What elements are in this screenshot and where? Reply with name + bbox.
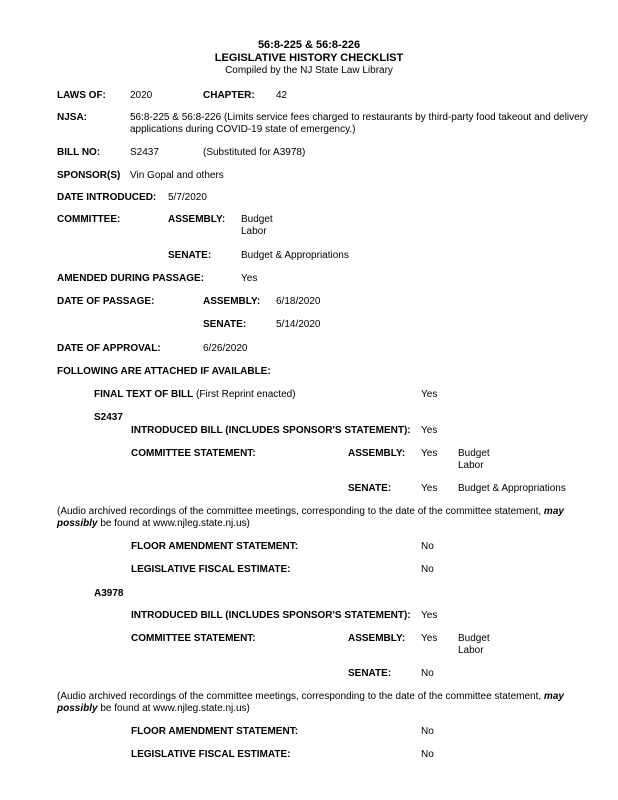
s-committee-assembly-label: ASSEMBLY:	[348, 448, 406, 459]
passage-label: DATE OF PASSAGE:	[57, 296, 155, 307]
bill-substitution-note: (Substituted for A3978)	[203, 147, 306, 158]
a-floor-value: No	[421, 726, 434, 737]
approval-label: DATE OF APPROVAL:	[57, 343, 161, 354]
committee-senate-value: Budget & Appropriations	[241, 250, 349, 261]
s-fiscal-label: LEGISLATIVE FISCAL ESTIMATE:	[131, 564, 291, 575]
a-committee-senate-label: SENATE:	[348, 668, 392, 679]
approval-value: 6/26/2020	[203, 343, 248, 354]
s-committee-assembly-value: Yes	[421, 448, 438, 459]
s-audio-note	[57, 506, 603, 530]
a-fiscal-value: No	[421, 749, 434, 760]
date-introduced-value: 5/7/2020	[168, 192, 207, 203]
bill-no-label: BILL NO:	[57, 147, 101, 158]
njsa-value: 56:8-225 & 56:8-226 (Limits service fees charged to restaurants by third-party food takeout and delivery applications during COVID-19 state of emergency.)	[130, 112, 589, 135]
a-bill-id: A3978	[94, 588, 124, 599]
a-introduced-label: INTRODUCED BILL (INCLUDES SPONSOR'S STATEMENT):	[131, 610, 411, 621]
amended-label: AMENDED DURING PASSAGE:	[57, 273, 205, 284]
chapter-value: 42	[276, 90, 288, 101]
s-bill-id: S2437	[94, 412, 123, 423]
committee-senate-label: SENATE:	[168, 250, 212, 261]
s-committee-label: COMMITTEE STATEMENT:	[131, 448, 256, 459]
s-audio-note-text: (Audio archived recordings of the committee meetings, corresponding to the date of the committee statement,	[57, 506, 542, 517]
chapter-label: CHAPTER:	[203, 90, 255, 101]
compiled-by: Compiled by the NJ State Law Library	[225, 65, 393, 76]
s-committee-senate-label: SENATE:	[348, 483, 392, 494]
amended-value: Yes	[241, 273, 258, 284]
passage-senate-value: 5/14/2020	[276, 319, 321, 330]
sponsors-label: SPONSOR(S)	[57, 170, 121, 181]
s-floor-value: No	[421, 541, 434, 552]
s-committee-senate-comm: Budget & Appropriations	[458, 483, 566, 494]
a-introduced-value: Yes	[421, 610, 438, 621]
document-title: LEGISLATIVE HISTORY CHECKLIST	[214, 52, 404, 64]
s-committee-senate-value: Yes	[421, 483, 438, 494]
passage-assembly-value: 6/18/2020	[276, 296, 321, 307]
final-text-row	[94, 389, 296, 401]
passage-assembly-label: ASSEMBLY:	[203, 296, 261, 307]
s-committee-assembly-budget: Budget	[458, 448, 490, 459]
a-floor-label: FLOOR AMENDMENT STATEMENT:	[131, 726, 299, 737]
a-audio-note-emphasis: may possibly	[57, 691, 564, 714]
s-committee-assembly-labor: Labor	[458, 460, 484, 471]
a-audio-note-text: (Audio archived recordings of the committee meetings, corresponding to the date of the committee statement,	[57, 691, 542, 702]
final-text-note: (First Reprint enacted)	[196, 389, 296, 400]
a-committee-senate-value: No	[421, 668, 434, 679]
a-committee-assembly-label: ASSEMBLY:	[348, 633, 406, 644]
sponsors-value: Vin Gopal and others	[130, 170, 224, 181]
document-title-statute: 56:8-225 & 56:8-226	[257, 39, 361, 51]
a-fiscal-label: LEGISLATIVE FISCAL ESTIMATE:	[131, 749, 291, 760]
a-committee-label: COMMITTEE STATEMENT:	[131, 633, 256, 644]
a-audio-note	[57, 691, 603, 715]
committee-assembly-label: ASSEMBLY:	[168, 214, 226, 225]
attached-heading: FOLLOWING ARE ATTACHED IF AVAILABLE:	[57, 366, 271, 377]
final-text-value: Yes	[421, 389, 438, 400]
s-fiscal-value: No	[421, 564, 434, 575]
s-introduced-value: Yes	[421, 425, 438, 436]
s-floor-label: FLOOR AMENDMENT STATEMENT:	[131, 541, 299, 552]
a-committee-assembly-budget: Budget	[458, 633, 490, 644]
laws-of-label: LAWS OF:	[57, 90, 106, 101]
committee-assembly-labor: Labor	[241, 226, 267, 237]
committee-assembly-budget: Budget	[241, 214, 273, 225]
committee-label: COMMITTEE:	[57, 214, 121, 225]
s-audio-note-link-text: be found at www.njleg.state.nj.us)	[100, 518, 250, 529]
s-introduced-label: INTRODUCED BILL (INCLUDES SPONSOR'S STATEMENT):	[131, 425, 411, 436]
final-text-label: FINAL TEXT OF BILL	[94, 389, 194, 400]
njsa-label: NJSA:	[57, 112, 88, 123]
passage-senate-label: SENATE:	[203, 319, 247, 330]
laws-of-value: 2020	[130, 90, 153, 101]
a-committee-assembly-labor: Labor	[458, 645, 484, 656]
a-audio-note-link-text: be found at www.njleg.state.nj.us)	[100, 703, 250, 714]
s-audio-note-emphasis: may possibly	[57, 506, 564, 529]
a-committee-assembly-value: Yes	[421, 633, 438, 644]
date-introduced-label: DATE INTRODUCED:	[57, 192, 157, 203]
bill-no-value: S2437	[130, 147, 159, 158]
